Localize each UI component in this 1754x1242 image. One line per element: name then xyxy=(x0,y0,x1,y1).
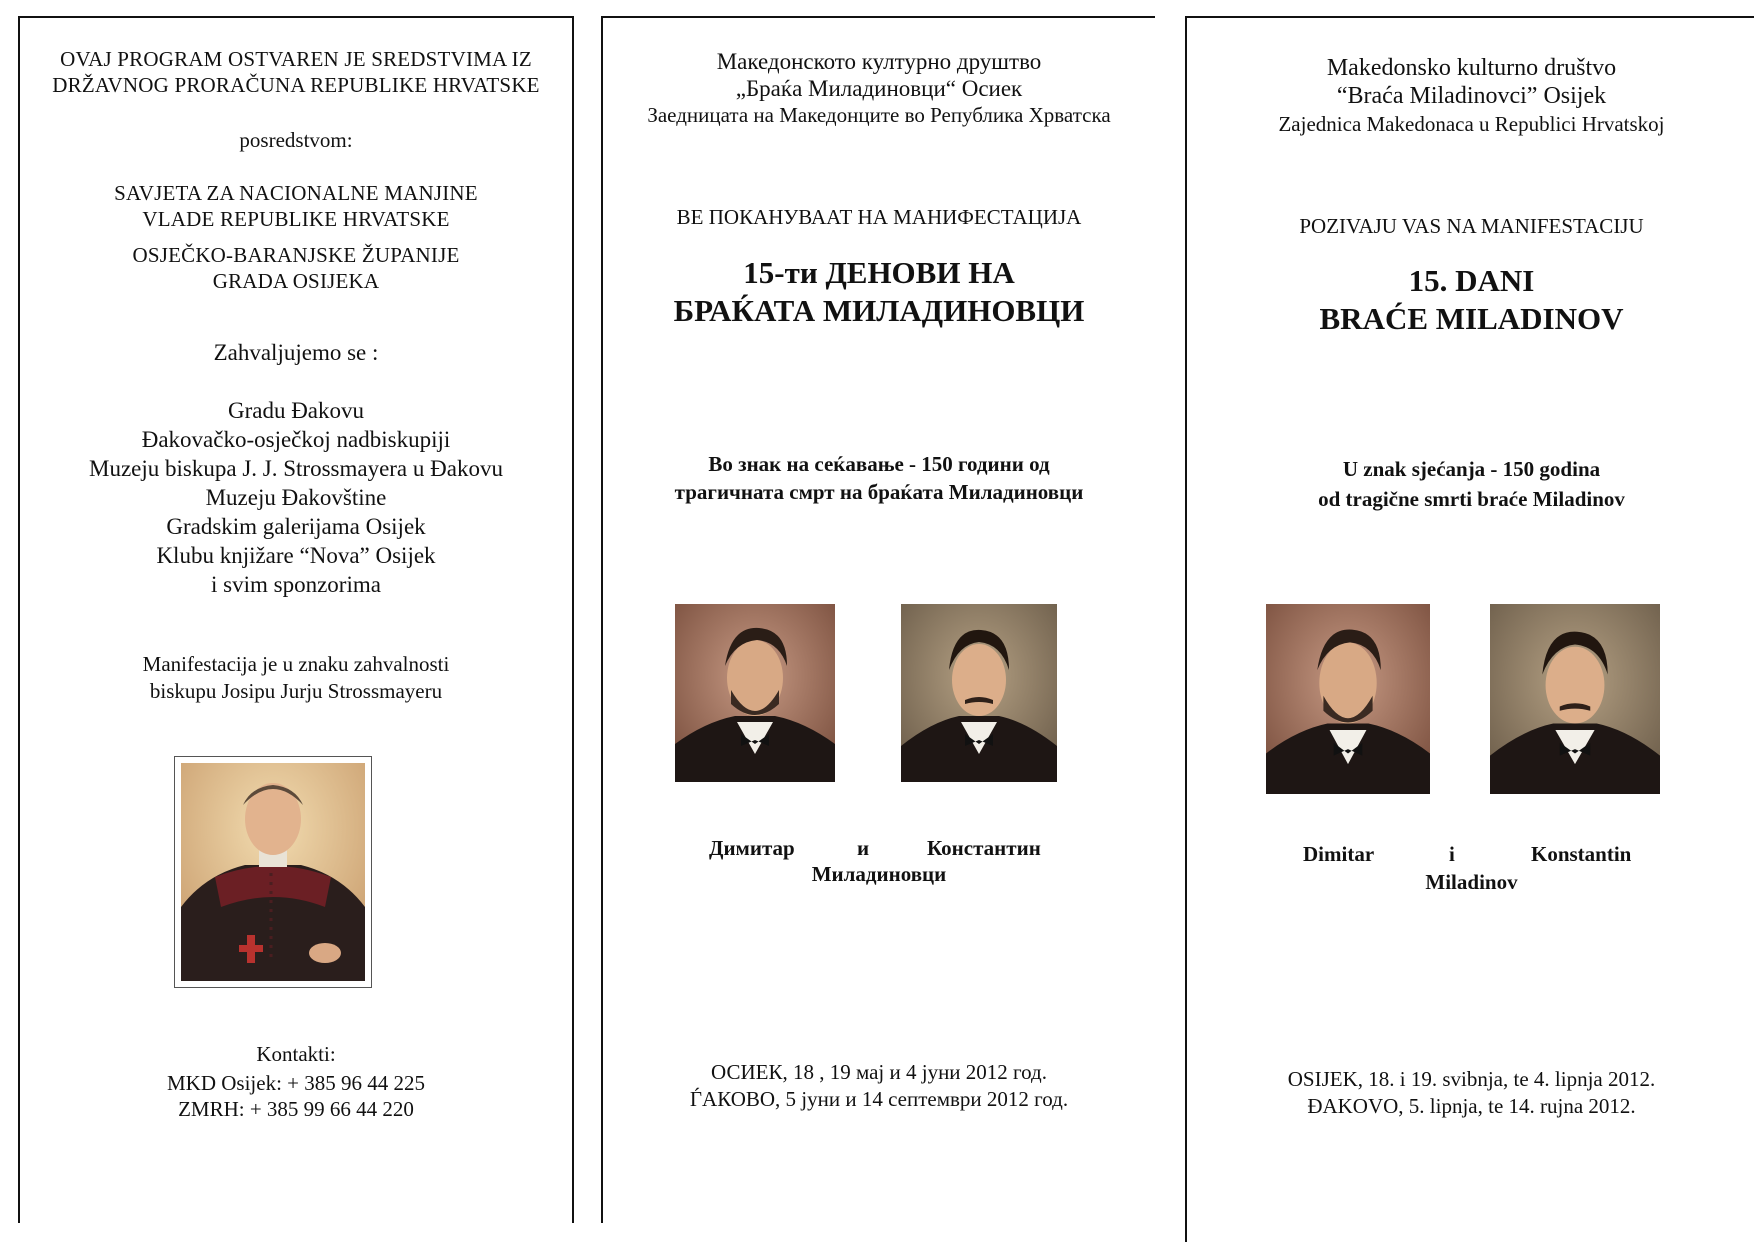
name-konstantin: Konstantin xyxy=(1531,842,1632,866)
portrait-dimitar xyxy=(675,604,835,782)
event-title: 15. DANI BRAĆE MILADINOV xyxy=(1319,263,1624,336)
invite-line: ВЕ ПОКАНУВААТ НА МАНИФЕСТАЦИЈА xyxy=(676,205,1082,229)
council-list: SAVJETA ZA NACIONALNE MANJINE VLADE REPUBLIKE HRVATSKE xyxy=(114,181,478,231)
name-and: i xyxy=(1449,842,1455,866)
contacts-list xyxy=(20,1070,572,1122)
event-title: 15-ти ДЕНОВИ НА БРАЌАТА МИЛАДИНОВЦИ xyxy=(673,255,1085,328)
surname: Miladinov xyxy=(1425,870,1518,894)
croatian-cover-panel xyxy=(1185,16,1754,1242)
portrait-konstantin xyxy=(901,604,1057,782)
name-and: и xyxy=(857,836,870,860)
contact-phone: MKD Osijek: + 385 96 44 225 xyxy=(166,1071,425,1095)
org-header: Makedonsko kulturno društvo “Braća Miladinovci” Osijek Zajednica Makedonaca u Republici Hrvatskoj xyxy=(1278,55,1665,136)
thanks-item: Muzeju Đakovštine xyxy=(205,485,387,510)
portrait-konstantin xyxy=(1490,604,1660,794)
funding-statement: OVAJ PROGRAM OSTVAREN JE SREDSTVIMA IZ DRŽAVNOG PRORAČUNA REPUBLIKE HRVATSKE xyxy=(52,47,540,97)
name-dimitar: Димитар xyxy=(709,836,795,860)
name-dimitar: Dimitar xyxy=(1303,842,1375,866)
region-list: OSJEČKO-BARANJSKE ŽUPANIJE GRADA OSIJEKA xyxy=(132,243,460,293)
macedonian-cover-panel xyxy=(601,16,1155,1223)
surname: Миладиновци xyxy=(811,862,947,886)
posredstvom-label: posredstvom: xyxy=(239,128,353,152)
thanks-item: i svim sponzorima xyxy=(211,572,381,597)
thanks-item: Gradu Đakovu xyxy=(227,398,365,423)
thanks-list xyxy=(20,396,572,599)
thanks-title: Zahvaljujemo se : xyxy=(213,340,379,365)
org-header: Македонското културно друштво „Браќа Миладиновци“ Осиек Заедницата на Македонците во Република Хрватска xyxy=(647,49,1111,127)
thanks-item: Klubu knjižare “Nova” Osijek xyxy=(156,543,436,568)
thanks-item: Gradskim galerijama Osijek xyxy=(166,514,426,539)
brothers-names xyxy=(1187,842,1754,872)
portrait-dimitar xyxy=(1266,604,1430,794)
thanks-item: Đakovačko-osječkoj nadbiskupiji xyxy=(141,427,451,452)
event-dates: ОСИЕК, 18 , 19 мај и 4 јуни 2012 год. ЃАКОВО, 5 јуни и 14 септември 2012 год. xyxy=(689,1060,1069,1111)
thanks-item: Muzeju biskupa J. J. Strossmayera u Đakovu xyxy=(89,456,503,481)
event-dates: OSIJEK, 18. i 19. svibnja, te 4. lipnja 2012. ĐAKOVO, 5. lipnja, te 14. rujna 2012. xyxy=(1287,1067,1656,1118)
strossmayer-portrait xyxy=(174,756,372,988)
invite-line: POZIVAJU VAS NA MANIFESTACIJU xyxy=(1299,214,1644,238)
dedication: Manifestacija je u znaku zahvalnosti biskupu Josipu Jurju Strossmayeru xyxy=(142,652,450,703)
back-panel xyxy=(18,16,574,1223)
contact-phone: ZMRH: + 385 99 66 44 220 xyxy=(178,1097,414,1121)
event-subtitle: U znak sjećanja - 150 godina od tragične smrti braće Miladinov xyxy=(1318,457,1625,511)
name-konstantin: Константин xyxy=(927,836,1041,860)
contacts-title: Kontakti: xyxy=(256,1042,336,1066)
event-subtitle: Во знак на сеќавање - 150 години од трагичната смрт на браќата Миладиновци xyxy=(674,452,1084,504)
